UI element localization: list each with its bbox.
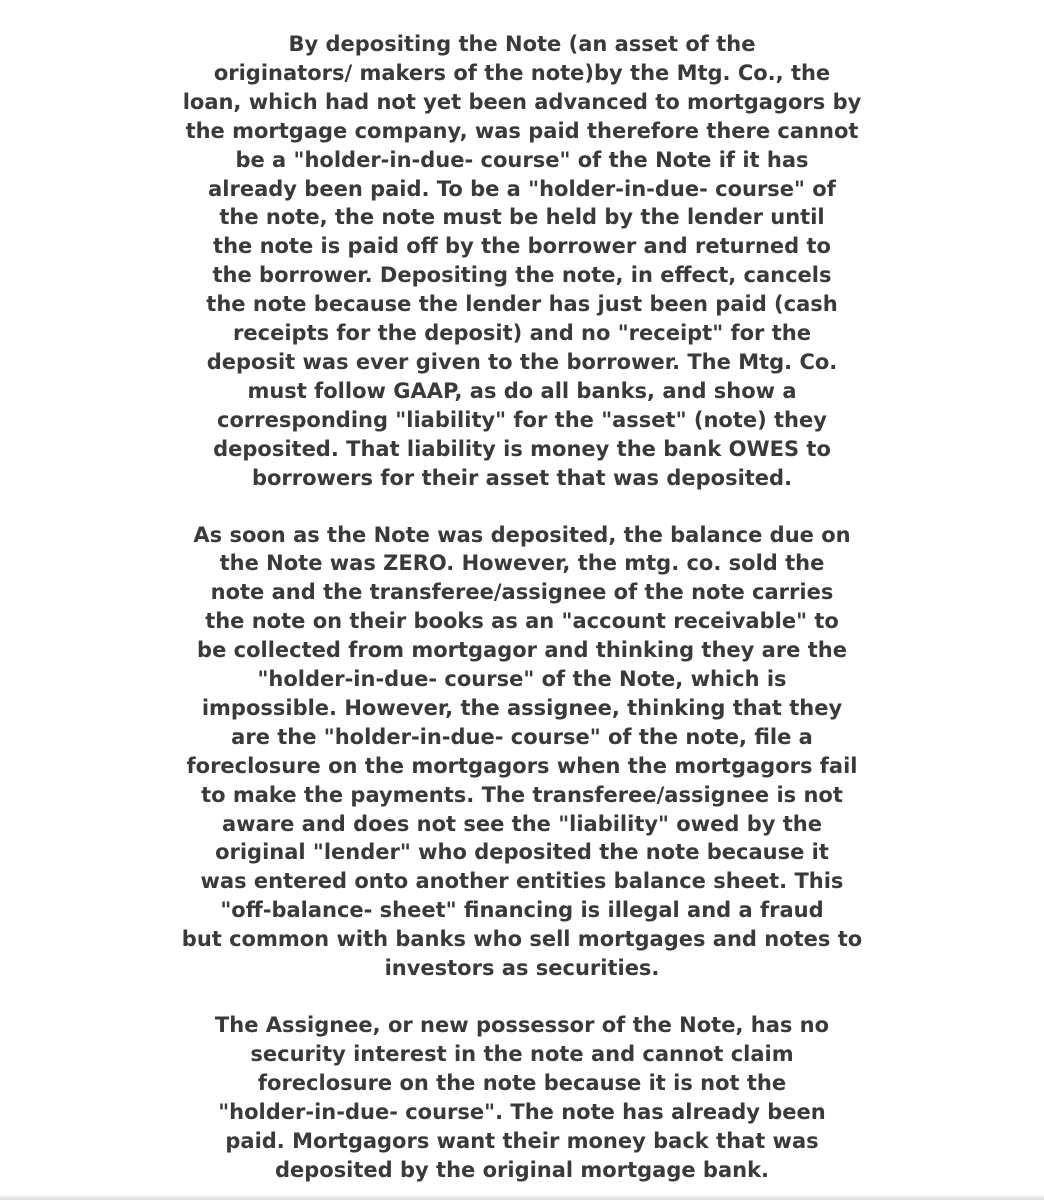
paragraph-assignee-no-interest	[110, 1011, 934, 1184]
text-line: the note on their books as an "account receivable" to	[205, 609, 839, 634]
text-line: the note, the note must be held by the lender until	[219, 205, 825, 230]
text-line: foreclosure on the note because it is not the	[257, 1070, 787, 1095]
text-line: the note is paid off by the borrower and returned to	[213, 234, 831, 259]
text-line: but common with banks who sell mortgages and notes to	[181, 927, 863, 952]
text-line: corresponding "liability" for the "asset" (note) they	[217, 407, 827, 432]
text-line: the Note was ZERO. However, the mtg. co. sold the	[219, 551, 825, 576]
text-line: "holder-in-due- course" of the Note, which is	[257, 667, 787, 692]
text-line: original "lender" who deposited the note because it	[215, 840, 829, 865]
text-line: The Assignee, or new possessor of the Note, has no	[214, 1013, 830, 1037]
text-line: security interest in the note and cannot claim	[250, 1041, 794, 1066]
text-line: "holder-in-due- course". The note has already been	[218, 1099, 826, 1124]
text-line: "off-balance- sheet" financing is illegal and a fraud	[220, 898, 824, 923]
text-line: As soon as the Note was deposited, the balance due on	[193, 522, 851, 547]
text-line: deposit was ever given to the borrower. The Mtg. Co.	[206, 349, 838, 374]
text-line: deposited. That liability is money the bank OWES to	[213, 436, 831, 461]
text-line: By depositing the Note (an asset of the	[288, 32, 756, 56]
document-body	[110, 30, 934, 1184]
paragraph-balance-zero	[110, 521, 934, 984]
text-line: note and the transferee/assignee of the note carries	[210, 580, 834, 605]
text-line: deposited by the original mortgage bank.	[274, 1157, 770, 1182]
text-line: be collected from mortgagor and thinking they are the	[197, 638, 847, 663]
text-line: are the "holder-in-due- course" of the note, file a	[231, 724, 813, 749]
text-line: paid. Mortgagors want their money back that was	[225, 1128, 819, 1153]
text-line: impossible. However, the assignee, thinking that they	[201, 695, 843, 720]
text-line: aware and does not see the "liability" owed by the	[222, 811, 822, 836]
text-line: investors as securities.	[384, 956, 660, 981]
text-line: the mortgage company, was paid therefore there cannot	[185, 118, 859, 143]
text-line: originators/ makers of the note)by the Mtg. Co., the	[213, 60, 831, 85]
text-line: loan, which had not yet been advanced to mortgagors by	[182, 89, 862, 114]
text-line: already been paid. To be a "holder-in-due- course" of	[208, 176, 836, 201]
text-line: foreclosure on the mortgagors when the mortgagors fail	[186, 753, 858, 778]
text-line: receipts for the deposit) and no "receipt" for the	[233, 321, 811, 346]
text-line: borrowers for their asset that was deposited.	[251, 465, 793, 490]
page-bottom-edge	[0, 1194, 1044, 1200]
text-line: was entered onto another entities balance sheet. This	[200, 869, 844, 894]
text-line: must follow GAAP, as do all banks, and show a	[247, 378, 797, 403]
paragraph-deposit-cancels-note	[110, 30, 934, 493]
text-line: the borrower. Depositing the note, in effect, cancels	[212, 263, 832, 288]
text-line: to make the payments. The transferee/assignee is not	[201, 782, 843, 807]
text-line: be a "holder-in-due- course" of the Note if it has	[235, 147, 809, 172]
text-line: the note because the lender has just been paid (cash	[206, 292, 838, 317]
